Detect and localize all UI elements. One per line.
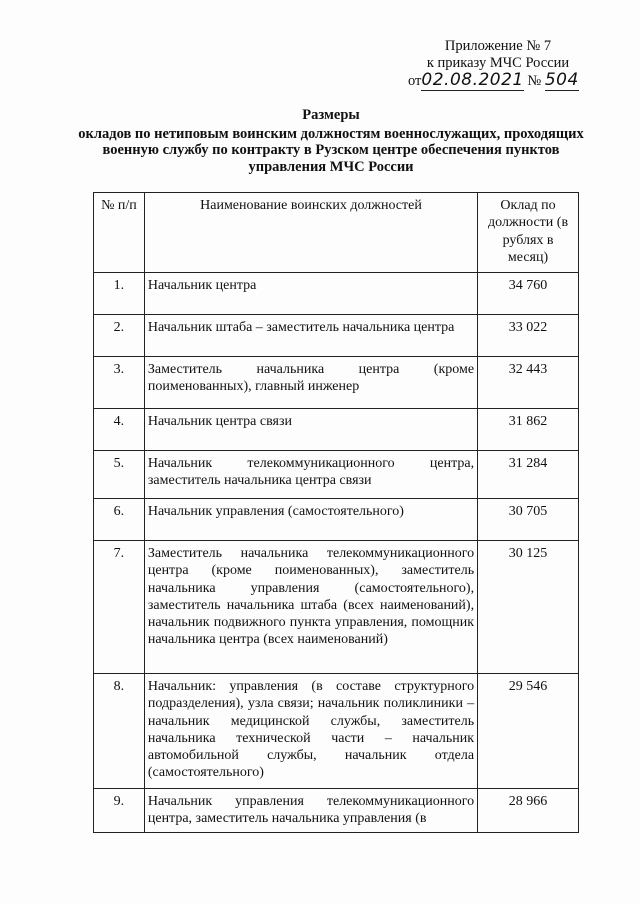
table-row [94, 451, 579, 499]
table-row [94, 409, 579, 451]
row-position: Начальник центра [144, 273, 477, 315]
row-position: Заместитель начальника центра (кроме поименованных), главный инженер [144, 357, 477, 409]
order-date-handwritten: 02.08.2021 [421, 70, 524, 90]
row-num: 3. [94, 357, 145, 409]
row-salary: 30 125 [478, 541, 579, 674]
row-position: Начальник штаба – заместитель начальника центра [144, 315, 477, 357]
table-row [94, 674, 579, 789]
table-row [94, 357, 579, 409]
appendix-order-ref: к приказу МЧС России [426, 55, 570, 71]
row-position: Начальник: управления (в составе структурного подразделения), узла связи; начальник поликлиники – начальник медицинской службы, заместитель начальника технической части – начальник автомобильной службы, начальник отдела (самостоятельного) [144, 674, 477, 789]
document-title [70, 107, 592, 175]
header-salary: Оклад по должности (в рублях в месяц) [478, 193, 579, 273]
title-subtitle: окладов по нетиповым воинским должностям военнослужащих, проходящих военную службу по контракту в Рузском центре обеспечения пунктов управления МЧС России [78, 125, 584, 175]
table-row [94, 541, 579, 674]
appendix-number: Приложение № 7 [444, 38, 552, 54]
order-date-line [398, 72, 598, 90]
header-name: Наименование воинских должностей [144, 193, 477, 273]
table-row [94, 273, 579, 315]
row-salary: 30 705 [478, 499, 579, 541]
appendix-header [398, 38, 598, 90]
row-position: Начальник управления (самостоятельного) [144, 499, 477, 541]
row-num: 6. [94, 499, 145, 541]
row-salary: 33 022 [478, 315, 579, 357]
row-num: 8. [94, 674, 145, 789]
order-date-prefix: от [408, 73, 422, 89]
row-num: 4. [94, 409, 145, 451]
order-number-handwritten: 504 [544, 70, 579, 90]
row-position: Начальник центра связи [144, 409, 477, 451]
row-num: 9. [94, 789, 145, 833]
row-salary: 32 443 [478, 357, 579, 409]
table-row [94, 499, 579, 541]
row-salary: 29 546 [478, 674, 579, 789]
row-position: Заместитель начальника телекоммуникационного центра (кроме поименованных), заместитель начальника управления (самостоятельного), заместитель начальника штаба (всех наименований), начальник подвижного пункта управления, помощник начальника центра (всех наименований) [144, 541, 477, 674]
row-position: Начальник управления телекоммуникационного центра, заместитель начальника управления (в [144, 789, 477, 833]
row-num: 7. [94, 541, 145, 674]
table-row [94, 789, 579, 833]
row-salary: 28 966 [478, 789, 579, 833]
table-header-row [94, 193, 579, 273]
row-num: 2. [94, 315, 145, 357]
row-salary: 31 284 [478, 451, 579, 499]
row-position: Начальник телекоммуникационного центра, заместитель начальника центра связи [144, 451, 477, 499]
row-salary: 34 760 [478, 273, 579, 315]
row-num: 1. [94, 273, 145, 315]
row-num: 5. [94, 451, 145, 499]
table-row [94, 315, 579, 357]
title-main: Размеры [302, 107, 360, 123]
header-num: № п/п [94, 193, 145, 273]
salary-table [93, 192, 579, 833]
order-number-prefix: № [527, 73, 542, 89]
row-salary: 31 862 [478, 409, 579, 451]
